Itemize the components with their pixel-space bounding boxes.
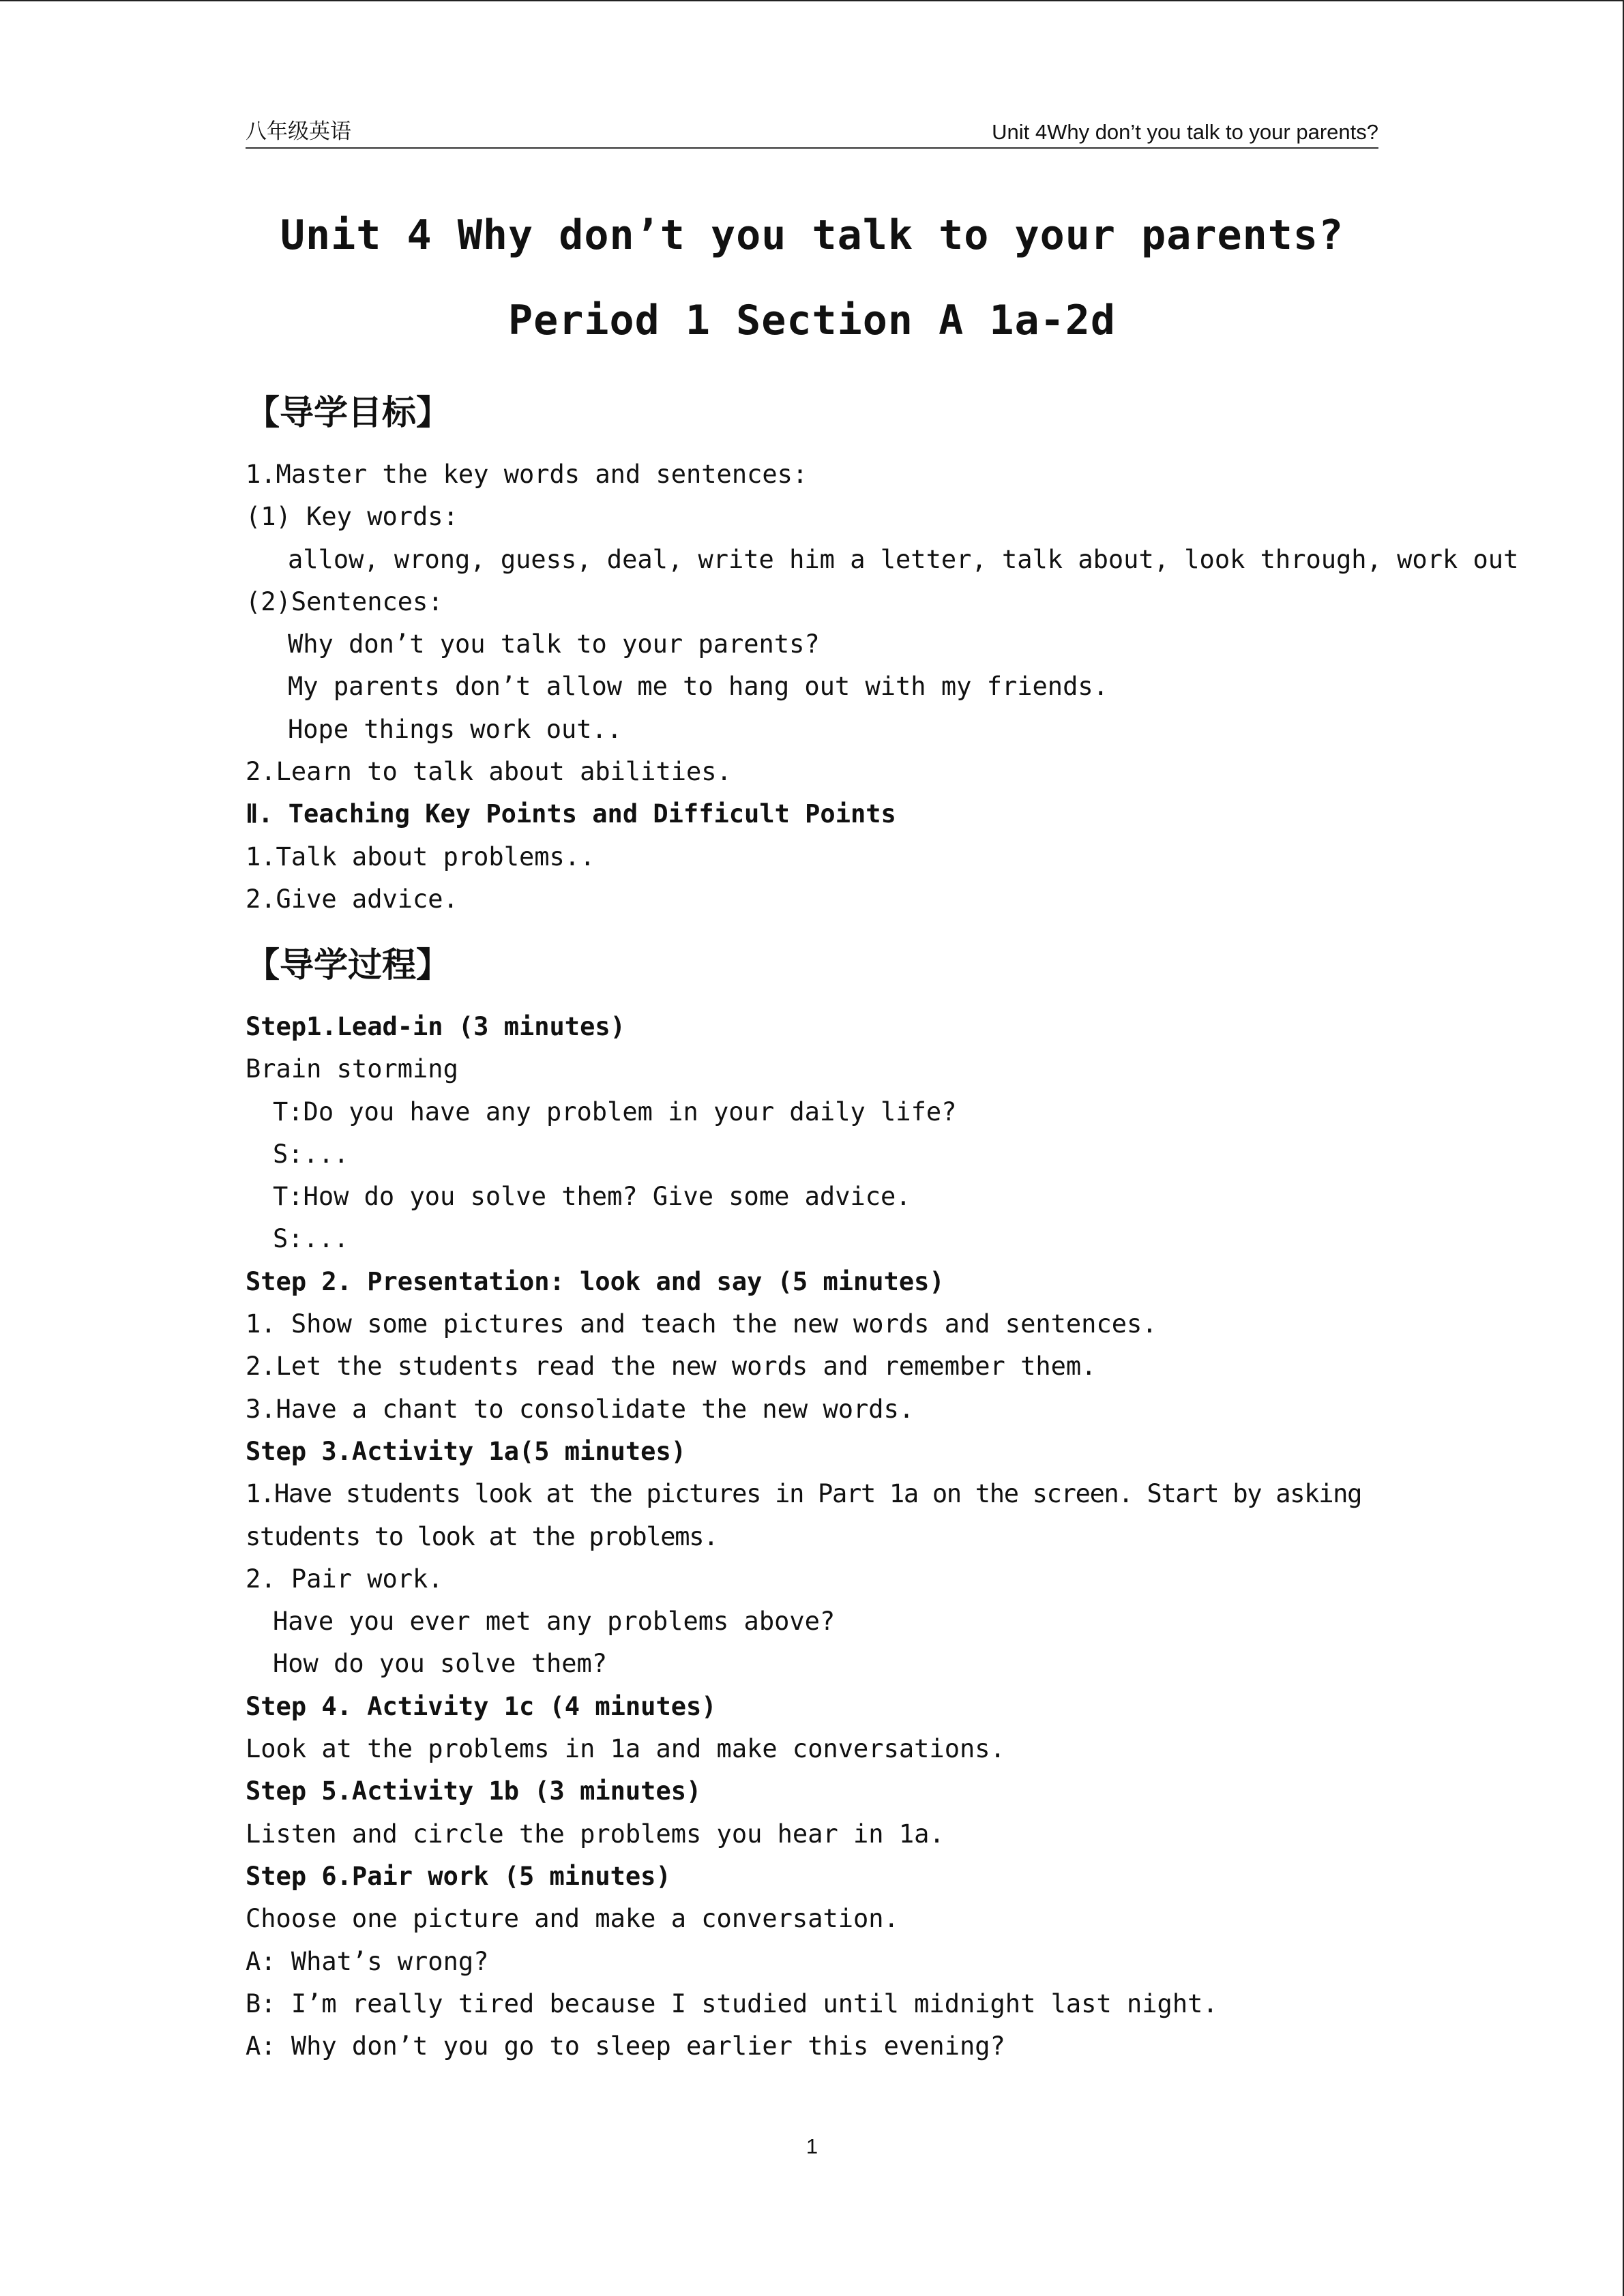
process-line: S:... <box>273 1139 349 1169</box>
process-line: 2. Pair work. <box>246 1564 443 1594</box>
process-line: T:Do you have any problem in your daily life? <box>273 1097 957 1127</box>
step-heading: Step 3.Activity 1a(5 minutes) <box>246 1436 687 1466</box>
objective-line: allow, wrong, guess, deal, write him a letter, talk about, look through, work out <box>288 544 1519 574</box>
process-line: Listen and circle the problems you hear in 1a. <box>246 1819 945 1849</box>
step-heading: Step 6.Pair work (5 minutes) <box>246 1861 671 1891</box>
objective-line: (1) Key words: <box>246 502 458 532</box>
process-line: Have you ever met any problems above? <box>273 1607 836 1637</box>
page-number: 1 <box>806 2134 818 2158</box>
step-heading: Step1.Lead-in (3 minutes) <box>246 1012 625 1041</box>
page-header <box>246 117 1378 149</box>
process-line: How do you solve them? <box>273 1649 608 1679</box>
step-heading: Step 2. Presentation: look and say (5 minutes) <box>246 1266 945 1296</box>
objective-line: Why don’t you talk to your parents? <box>288 629 820 659</box>
objective-line: 1.Master the key words and sentences: <box>246 460 808 489</box>
process-line: 3.Have a chant to consolidate the new words. <box>246 1394 915 1424</box>
dialogue-line: A: What’s wrong? <box>246 1946 489 1976</box>
process-line: 1. Show some pictures and teach the new words and sentences. <box>246 1309 1157 1339</box>
process-heading: 【导学过程】 <box>246 945 450 985</box>
step-heading: Step 5.Activity 1b (3 minutes) <box>246 1776 702 1806</box>
objective-line: 1.Talk about problems.. <box>246 841 595 871</box>
objective-line: 2.Give advice. <box>246 884 458 914</box>
objectives-heading: 【导学目标】 <box>246 393 450 432</box>
process-line: Brain storming <box>246 1054 458 1084</box>
process-line: T:How do you solve them? Give some advice. <box>273 1182 911 1212</box>
process-line: 2.Let the students read the new words and remember them. <box>246 1352 1097 1382</box>
unit-title: Unit 4 Why don’t you talk to your parents? <box>280 211 1344 259</box>
header-grade: 八年级英语 <box>246 119 351 144</box>
process-line: S:... <box>273 1224 349 1254</box>
process-line: Look at the problems in 1a and make conversations. <box>246 1734 1005 1764</box>
objectives-list <box>246 453 1519 921</box>
objective-line: Hope things work out.. <box>288 714 623 744</box>
objective-line: My parents don’t allow me to hang out with my friends. <box>288 672 1108 702</box>
key-points-heading: Ⅱ. Teaching Key Points and Difficult Points <box>246 799 896 829</box>
dialogue-line: B: I’m really tired because I studied until midnight last night. <box>246 1988 1218 2018</box>
header-unit-title: Unit 4Why don’t you talk to your parents? <box>992 120 1378 144</box>
step-heading: Step 4. Activity 1c (4 minutes) <box>246 1691 717 1721</box>
objective-line: (2)Sentences: <box>246 586 443 616</box>
period-title: Period 1 Section A 1a-2d <box>508 297 1116 344</box>
process-line: Choose one picture and make a conversation. <box>246 1904 899 1934</box>
process-line: 1.Have students look at the pictures in Part 1a on the screen. Start by asking students to look at the problems. <box>246 1479 1362 1551</box>
objective-line: 2.Learn to talk about abilities. <box>246 757 732 787</box>
process-list <box>246 1006 1381 2068</box>
dialogue-line: A: Why don’t you go to sleep earlier this evening? <box>246 2031 1005 2061</box>
